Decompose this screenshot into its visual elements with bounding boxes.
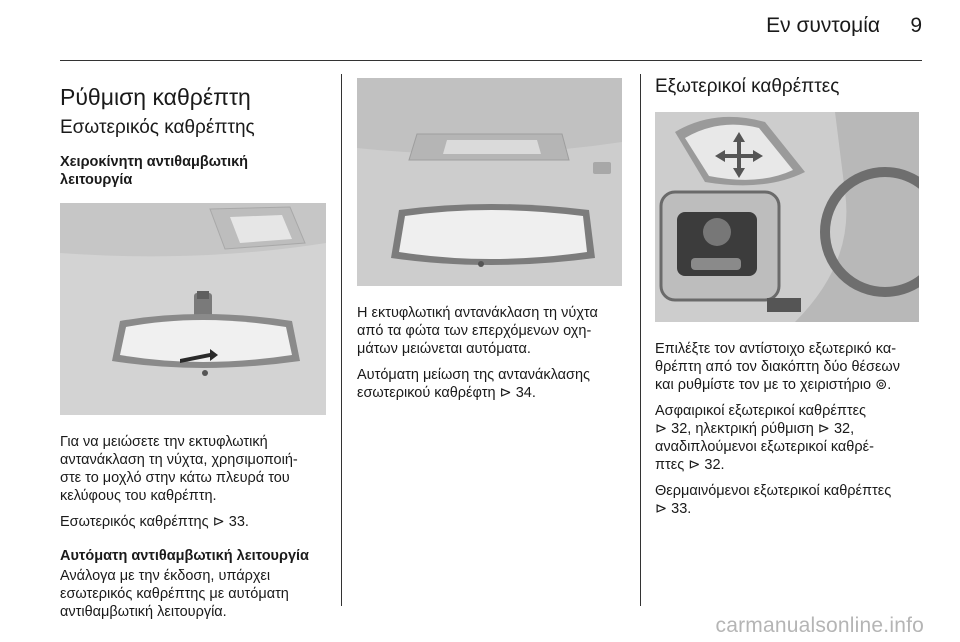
paragraph-automatic-antidazzle: Ανάλογα με την έκδοση, υπάρχει εσωτερικός καθρέπτης με αυτόματη αντιθαμβωτική λειτουργία.: [60, 568, 289, 620]
paragraph-automatic-reduction-reference: Αυτόματη μείωση της αντανάκλασης εσωτερικού καθρέφτη ⊳ 34.: [357, 367, 590, 401]
paragraph-automatic-reduction: Η εκτυφλωτική αντανάκλαση τη νύχτα από τα φώτα των επερχόμενων οχη- μάτων μειώνεται αυτόματα.: [357, 305, 598, 357]
watermark: carmanualsonline.info: [715, 614, 924, 637]
column-divider-left: [341, 74, 342, 606]
header-section-title: Εν συντομία: [766, 14, 880, 37]
paragraph-manual-antidazzle: Για να μειώσετε την εκτυφλωτική αντανάκλαση τη νύχτα, χρησιμοποιή- στε το μοχλό στην κάτω πλευρά του κελύφους του καθρέπτη.: [60, 434, 298, 504]
paragraph-select-exterior-mirror: Επιλέξτε τον αντίστοιχο εξωτερικό κα- θρέπτη από τον διακόπτη δύο θέσεων και ρυθμίστε τον με το χειριστήριο ⊚.: [655, 341, 900, 393]
section-heading-exterior-mirrors: Εξωτερικοί καθρέπτες: [655, 76, 840, 97]
figure-exterior-mirror-controls: [655, 112, 919, 322]
column-middle: [357, 78, 622, 410]
page-number: 9: [910, 14, 922, 37]
subheading-automatic-antidazzle: Αυτόματη αντιθαμβωτική λειτουργία: [60, 548, 309, 564]
figure-interior-mirror-manual: [60, 203, 326, 415]
subheading-interior-mirror: Εσωτερικός καθρέπτης: [60, 117, 255, 138]
column-left: [60, 70, 326, 629]
column-divider-right: [640, 74, 641, 606]
paragraph-heated-mirrors-reference: Θερμαινόμενοι εξωτερικοί καθρέπτες ⊳ 33.: [655, 483, 892, 517]
paragraph-interior-mirror-reference: Εσωτερικός καθρέπτης ⊳ 33.: [60, 514, 249, 530]
paragraph-exterior-mirror-references: Ασφαιρικοί εξωτερικοί καθρέπτες ⊳ 32, ηλεκτρική ρύθμιση ⊳ 32, αναδιπλούμενοι εξωτερικοί καθρέ- πτες ⊳ 32.: [655, 403, 874, 473]
column-right: [655, 70, 922, 526]
section-heading-mirror-adjustment: Ρύθμιση καθρέπτη: [60, 84, 251, 110]
subheading-manual-antidazzle: Χειροκίνητη αντιθαμβωτική λειτουργία: [60, 154, 249, 188]
figure-interior-mirror-automatic: [357, 78, 622, 286]
header-rule: [60, 60, 922, 61]
